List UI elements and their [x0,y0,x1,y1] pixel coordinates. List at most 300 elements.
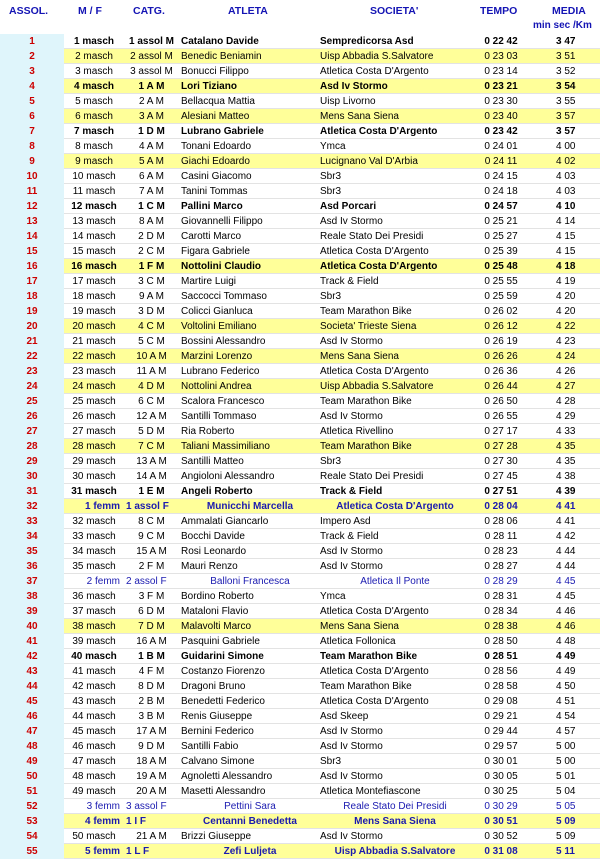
time-cell: 0 26 26 [484,351,518,362]
club-cell: Mens Sana Siena [354,816,436,827]
club-cell: Sempredicorsa Asd [320,36,414,47]
time-cell: 0 28 34 [484,606,518,617]
position-cell: 1 [0,34,64,49]
position-cell: 6 [0,109,64,124]
gender-rank-cell: 21 masch [72,336,116,347]
average-cell: 4 03 [556,171,576,182]
time-cell: 0 24 18 [484,186,518,197]
category-cell: 7 A M [138,186,164,197]
gender-rank-cell: 14 masch [72,231,116,242]
gender-rank-cell: 25 masch [72,396,116,407]
average-cell: 4 20 [556,291,576,302]
gender-rank-cell: 35 masch [72,561,116,572]
category-cell: 4 D M [138,381,165,392]
athlete-cell: Pallini Marco [181,201,243,212]
time-cell: 0 27 17 [484,426,518,437]
average-cell: 4 41 [556,516,576,527]
position-cell: 45 [0,694,64,709]
average-cell: 4 23 [556,336,576,347]
category-cell: 11 A M [136,366,167,377]
table-row [0,574,600,589]
athlete-cell: Pasquini Gabriele [181,636,260,647]
position-cell: 51 [0,784,64,799]
header-average: MEDIA [552,5,586,17]
gender-rank-cell: 9 masch [75,156,113,167]
athlete-cell: Santilli Fabio [181,741,239,752]
club-cell: Lucignano Val D'Arbia [320,156,418,167]
position-cell: 38 [0,589,64,604]
time-cell: 0 28 11 [484,531,518,542]
table-row [0,124,600,139]
gender-rank-cell: 43 masch [72,696,116,707]
gender-rank-cell: 27 masch [72,426,116,437]
club-cell: Uisp Abbadia S.Salvatore [334,846,456,857]
time-cell: 0 28 50 [484,636,518,647]
athlete-cell: Costanzo Fiorenzo [181,666,265,677]
time-cell: 0 24 57 [484,201,518,212]
category-cell: 16 A M [136,636,167,647]
header-average-unit: min sec /Km [533,20,592,31]
time-cell: 0 30 05 [484,771,518,782]
time-cell: 0 28 29 [484,576,518,587]
athlete-cell: Tonani Edoardo [181,141,252,152]
table-row [0,319,600,334]
table-row [0,199,600,214]
table-row [0,304,600,319]
gender-rank-cell: 8 masch [75,141,113,152]
club-cell: Sbr3 [320,456,342,467]
position-cell: 29 [0,454,64,469]
average-cell: 4 02 [556,156,576,167]
table-row [0,79,600,94]
athlete-cell: Catalano Davide [181,36,259,47]
club-cell: Team Marathon Bike [320,306,412,317]
position-cell: 50 [0,769,64,784]
club-cell: Asd Iv Stormo [320,726,383,737]
time-cell: 0 29 21 [484,711,518,722]
average-cell: 4 45 [556,591,576,602]
average-cell: 4 20 [556,306,576,317]
athlete-cell: Bocchi Davide [181,531,245,542]
gender-rank-cell: 5 masch [75,96,113,107]
position-cell: 8 [0,139,64,154]
table-row [0,409,600,424]
table-row [0,139,600,154]
club-cell: Asd Iv Stormo [320,741,383,752]
gender-rank-cell: 39 masch [72,636,116,647]
table-row [0,259,600,274]
club-cell: Track & Field [320,531,379,542]
position-cell: 5 [0,94,64,109]
average-cell: 4 48 [556,636,576,647]
table-row [0,814,600,829]
table-row [0,784,600,799]
club-cell: Asd Iv Stormo [320,336,383,347]
time-cell: 0 29 44 [484,726,518,737]
average-cell: 4 51 [556,696,576,707]
category-cell: 2 assol F [126,576,167,587]
average-cell: 4 15 [556,231,576,242]
gender-rank-cell: 3 masch [75,66,113,77]
header-time: TEMPO [480,5,518,17]
time-cell: 0 28 31 [484,591,518,602]
category-cell: 3 C M [138,276,165,287]
category-cell: 6 D M [138,606,165,617]
gender-rank-cell: 46 masch [72,741,116,752]
gender-rank-cell: 34 masch [72,546,116,557]
position-cell: 30 [0,469,64,484]
club-cell: Atletica Costa D'Argento [320,606,429,617]
category-cell: 3 assol F [126,801,167,812]
position-cell: 9 [0,154,64,169]
category-cell: 2 A M [138,96,164,107]
average-cell: 4 18 [556,261,576,272]
time-cell: 0 26 36 [484,366,518,377]
athlete-cell: Mauri Renzo [181,561,238,572]
athlete-cell: Dragoni Bruno [181,681,246,692]
category-cell: 19 A M [136,771,167,782]
gender-rank-cell: 36 masch [72,591,116,602]
position-cell: 25 [0,394,64,409]
club-cell: Mens Sana Siena [320,111,399,122]
category-cell: 1 assol F [126,501,169,512]
table-row [0,424,600,439]
time-cell: 0 31 08 [484,846,518,857]
gender-rank-cell: 45 masch [72,726,116,737]
position-cell: 28 [0,439,64,454]
time-cell: 0 24 15 [484,171,518,182]
athlete-cell: Nottolini Andrea [181,381,252,392]
athlete-cell: Brizzi Giuseppe [181,831,252,842]
average-cell: 4 46 [556,621,576,632]
table-row [0,619,600,634]
category-cell: 1 F M [138,261,165,272]
table-row [0,214,600,229]
athlete-cell: Benedic Beniamin [181,51,262,62]
position-cell: 55 [0,844,64,859]
time-cell: 0 28 06 [484,516,518,527]
position-cell: 49 [0,754,64,769]
time-cell: 0 25 27 [484,231,518,242]
table-row [0,604,600,619]
average-cell: 4 41 [556,501,576,512]
athlete-cell: Lubrano Gabriele [181,126,264,137]
athlete-cell: Tanini Tommas [181,186,248,197]
athlete-cell: Angeli Roberto [181,486,253,497]
table-row [0,274,600,289]
gender-rank-cell: 30 masch [72,471,116,482]
table-row [0,829,600,844]
position-cell: 13 [0,214,64,229]
category-cell: 8 D M [138,681,165,692]
gender-rank-cell: 15 masch [72,246,116,257]
club-cell: Mens Sana Siena [320,351,399,362]
club-cell: Sbr3 [320,756,342,767]
gender-rank-cell: 6 masch [75,111,113,122]
gender-rank-cell: 3 femm [86,801,120,812]
position-cell: 40 [0,619,64,634]
table-row [0,439,600,454]
category-cell: 1 C M [138,201,165,212]
club-cell: Team Marathon Bike [320,651,418,662]
position-cell: 41 [0,634,64,649]
club-cell: Asd Iv Stormo [320,546,383,557]
average-cell: 4 50 [556,681,576,692]
time-cell: 0 27 45 [484,471,518,482]
time-cell: 0 28 58 [484,681,518,692]
position-cell: 43 [0,664,64,679]
position-cell: 2 [0,49,64,64]
gender-rank-cell: 5 femm [84,846,120,857]
average-cell: 4 44 [556,561,576,572]
average-cell: 3 55 [556,96,576,107]
gender-rank-cell: 18 masch [72,291,116,302]
average-cell: 4 35 [556,456,576,467]
gender-rank-cell: 4 femm [84,816,120,827]
club-cell: Reale Stato Dei Presidi [320,231,424,242]
category-cell: 20 A M [136,786,167,797]
athlete-cell: Bonucci Filippo [181,66,249,77]
table-row [0,94,600,109]
club-cell: Ymca [320,141,346,152]
time-cell: 0 26 55 [484,411,518,422]
gender-rank-cell: 24 masch [72,381,116,392]
gender-rank-cell: 13 masch [72,216,116,227]
table-row [0,169,600,184]
average-cell: 4 46 [556,606,576,617]
table-row [0,184,600,199]
average-cell: 5 09 [556,816,576,827]
table-row [0,454,600,469]
header-athlete: ATLETA [228,5,268,17]
gender-rank-cell: 28 masch [72,441,116,452]
club-cell: Team Marathon Bike [320,441,412,452]
gender-rank-cell: 49 masch [72,786,116,797]
time-cell: 0 26 50 [484,396,518,407]
athlete-cell: Bernini Federico [181,726,254,737]
time-cell: 0 29 57 [484,741,518,752]
gender-rank-cell: 10 masch [72,171,116,182]
athlete-cell: Figara Gabriele [181,246,250,257]
category-cell: 5 A M [138,156,164,167]
position-cell: 18 [0,289,64,304]
club-cell: Atletica Follonica [320,636,396,647]
club-cell: Uisp Abbadia S.Salvatore [320,51,434,62]
category-cell: 13 A M [136,456,167,467]
category-cell: 9 C M [138,531,165,542]
category-cell: 3 B M [138,711,165,722]
category-cell: 1 L F [126,846,150,857]
club-cell: Atletica Costa D'Argento [320,66,429,77]
athlete-cell: Martire Luigi [181,276,237,287]
header-category: CATG. [133,5,165,17]
average-cell: 5 11 [556,846,575,857]
position-cell: 31 [0,484,64,499]
table-row [0,289,600,304]
club-cell: Sbr3 [320,171,342,182]
athlete-cell: Malavolti Marco [181,621,252,632]
category-cell: 6 A M [138,171,164,182]
athlete-cell: Zefi Luljeta [223,846,277,857]
table-row [0,514,600,529]
category-cell: 2 C M [138,246,165,257]
position-cell: 48 [0,739,64,754]
table-row [0,34,600,49]
position-cell: 42 [0,649,64,664]
position-cell: 3 [0,64,64,79]
category-cell: 5 D M [138,426,165,437]
average-cell: 4 26 [556,366,576,377]
athlete-cell: Bossini Alessandro [181,336,266,347]
header-position: ASSOL. [9,5,49,17]
gender-rank-cell: 16 masch [71,261,117,272]
position-cell: 52 [0,799,64,814]
table-row [0,679,600,694]
athlete-cell: Rosi Leonardo [181,546,247,557]
position-cell: 12 [0,199,64,214]
average-cell: 5 04 [556,786,576,797]
average-cell: 4 27 [556,381,576,392]
position-cell: 37 [0,574,64,589]
table-row [0,694,600,709]
average-cell: 3 47 [556,36,576,47]
athlete-cell: Voltolini Emiliano [181,321,257,332]
gender-rank-cell: 44 masch [72,711,116,722]
average-cell: 4 03 [556,186,576,197]
position-cell: 32 [0,499,64,514]
table-row [0,109,600,124]
position-cell: 10 [0,169,64,184]
category-cell: 10 A M [136,351,167,362]
gender-rank-cell: 32 masch [72,516,116,527]
club-cell: Asd Porcari [320,201,377,212]
table-row [0,364,600,379]
athlete-cell: Ammalati Giancarlo [181,516,269,527]
time-cell: 0 28 56 [484,666,518,677]
time-cell: 0 23 21 [484,81,518,92]
gender-rank-cell: 42 masch [72,681,116,692]
average-cell: 3 57 [556,126,576,137]
athlete-cell: Calvano Simone [181,756,255,767]
table-header [0,0,600,34]
gender-rank-cell: 31 masch [71,486,117,497]
average-cell: 4 19 [556,276,576,287]
position-cell: 34 [0,529,64,544]
time-cell: 0 27 30 [484,456,518,467]
position-cell: 17 [0,274,64,289]
athlete-cell: Masetti Alessandro [181,786,266,797]
club-cell: Team Marathon Bike [320,396,412,407]
gender-rank-cell: 37 masch [72,606,116,617]
header-club: SOCIETA' [370,5,419,17]
average-cell: 5 09 [556,831,576,842]
time-cell: 0 25 48 [484,261,518,272]
club-cell: Reale Stato Dei Presidi [320,471,424,482]
time-cell: 0 29 08 [484,696,518,707]
position-cell: 11 [0,184,64,199]
club-cell: Atletica Costa D'Argento [320,261,438,272]
club-cell: Ymca [320,591,346,602]
average-cell: 4 49 [556,651,576,662]
category-cell: 2 assol M [130,51,173,62]
category-cell: 7 C M [138,441,165,452]
athlete-cell: Alesiani Matteo [181,111,250,122]
time-cell: 0 23 42 [484,126,518,137]
average-cell: 4 38 [556,471,576,482]
time-cell: 0 23 40 [484,111,518,122]
gender-rank-cell: 33 masch [72,531,116,542]
gender-rank-cell: 23 masch [72,366,116,377]
table-row [0,559,600,574]
table-row [0,229,600,244]
athlete-cell: Balloni Francesca [210,576,290,587]
time-cell: 0 24 01 [484,141,518,152]
club-cell: Reale Stato Dei Presidi [343,801,447,812]
club-cell: Atletica Montefiascone [320,786,421,797]
time-cell: 0 28 38 [484,621,518,632]
average-cell: 3 57 [556,111,576,122]
table-row [0,499,600,514]
club-cell: Atletica Costa D'Argento [320,246,429,257]
table-row [0,154,600,169]
category-cell: 3 D M [138,306,165,317]
category-cell: 21 A M [136,831,167,842]
average-cell: 4 15 [556,246,576,257]
average-cell: 4 22 [556,321,576,332]
time-cell: 0 23 14 [484,66,518,77]
results-table [0,34,600,859]
category-cell: 4 F M [138,666,165,677]
athlete-cell: Santilli Matteo [181,456,244,467]
category-cell: 3 assol M [130,66,173,77]
time-cell: 0 26 02 [484,306,518,317]
table-row [0,709,600,724]
club-cell: Mens Sana Siena [320,621,399,632]
category-cell: 4 A M [138,141,164,152]
category-cell: 18 A M [136,756,167,767]
time-cell: 0 27 51 [484,486,518,497]
average-cell: 3 51 [556,51,576,62]
position-cell: 27 [0,424,64,439]
time-cell: 0 26 44 [484,381,518,392]
header-gender: M / F [78,5,102,17]
category-cell: 2 D M [138,231,165,242]
athlete-cell: Pettini Sara [224,801,276,812]
club-cell: Atletica Rivellino [320,426,394,437]
category-cell: 1 assol M [128,36,175,47]
average-cell: 5 00 [556,756,576,767]
gender-rank-cell: 1 femm [84,501,120,512]
average-cell: 5 05 [556,801,576,812]
athlete-cell: Municchi Marcella [206,501,294,512]
club-cell: Societa' Trieste Siena [320,321,417,332]
category-cell: 15 A M [136,546,167,557]
gender-rank-cell: 40 masch [71,651,117,662]
table-row [0,64,600,79]
gender-rank-cell: 48 masch [72,771,116,782]
athlete-cell: Guidarini Simone [181,651,264,662]
time-cell: 0 27 28 [484,441,518,452]
time-cell: 0 26 19 [484,336,518,347]
average-cell: 4 45 [556,576,576,587]
athlete-cell: Lori Tiziano [181,81,237,92]
average-cell: 4 42 [556,531,576,542]
athlete-cell: Ria Roberto [181,426,235,437]
club-cell: Atletica Il Ponte [360,576,430,587]
position-cell: 33 [0,514,64,529]
category-cell: 1 B M [138,651,165,662]
average-cell: 4 24 [556,351,576,362]
